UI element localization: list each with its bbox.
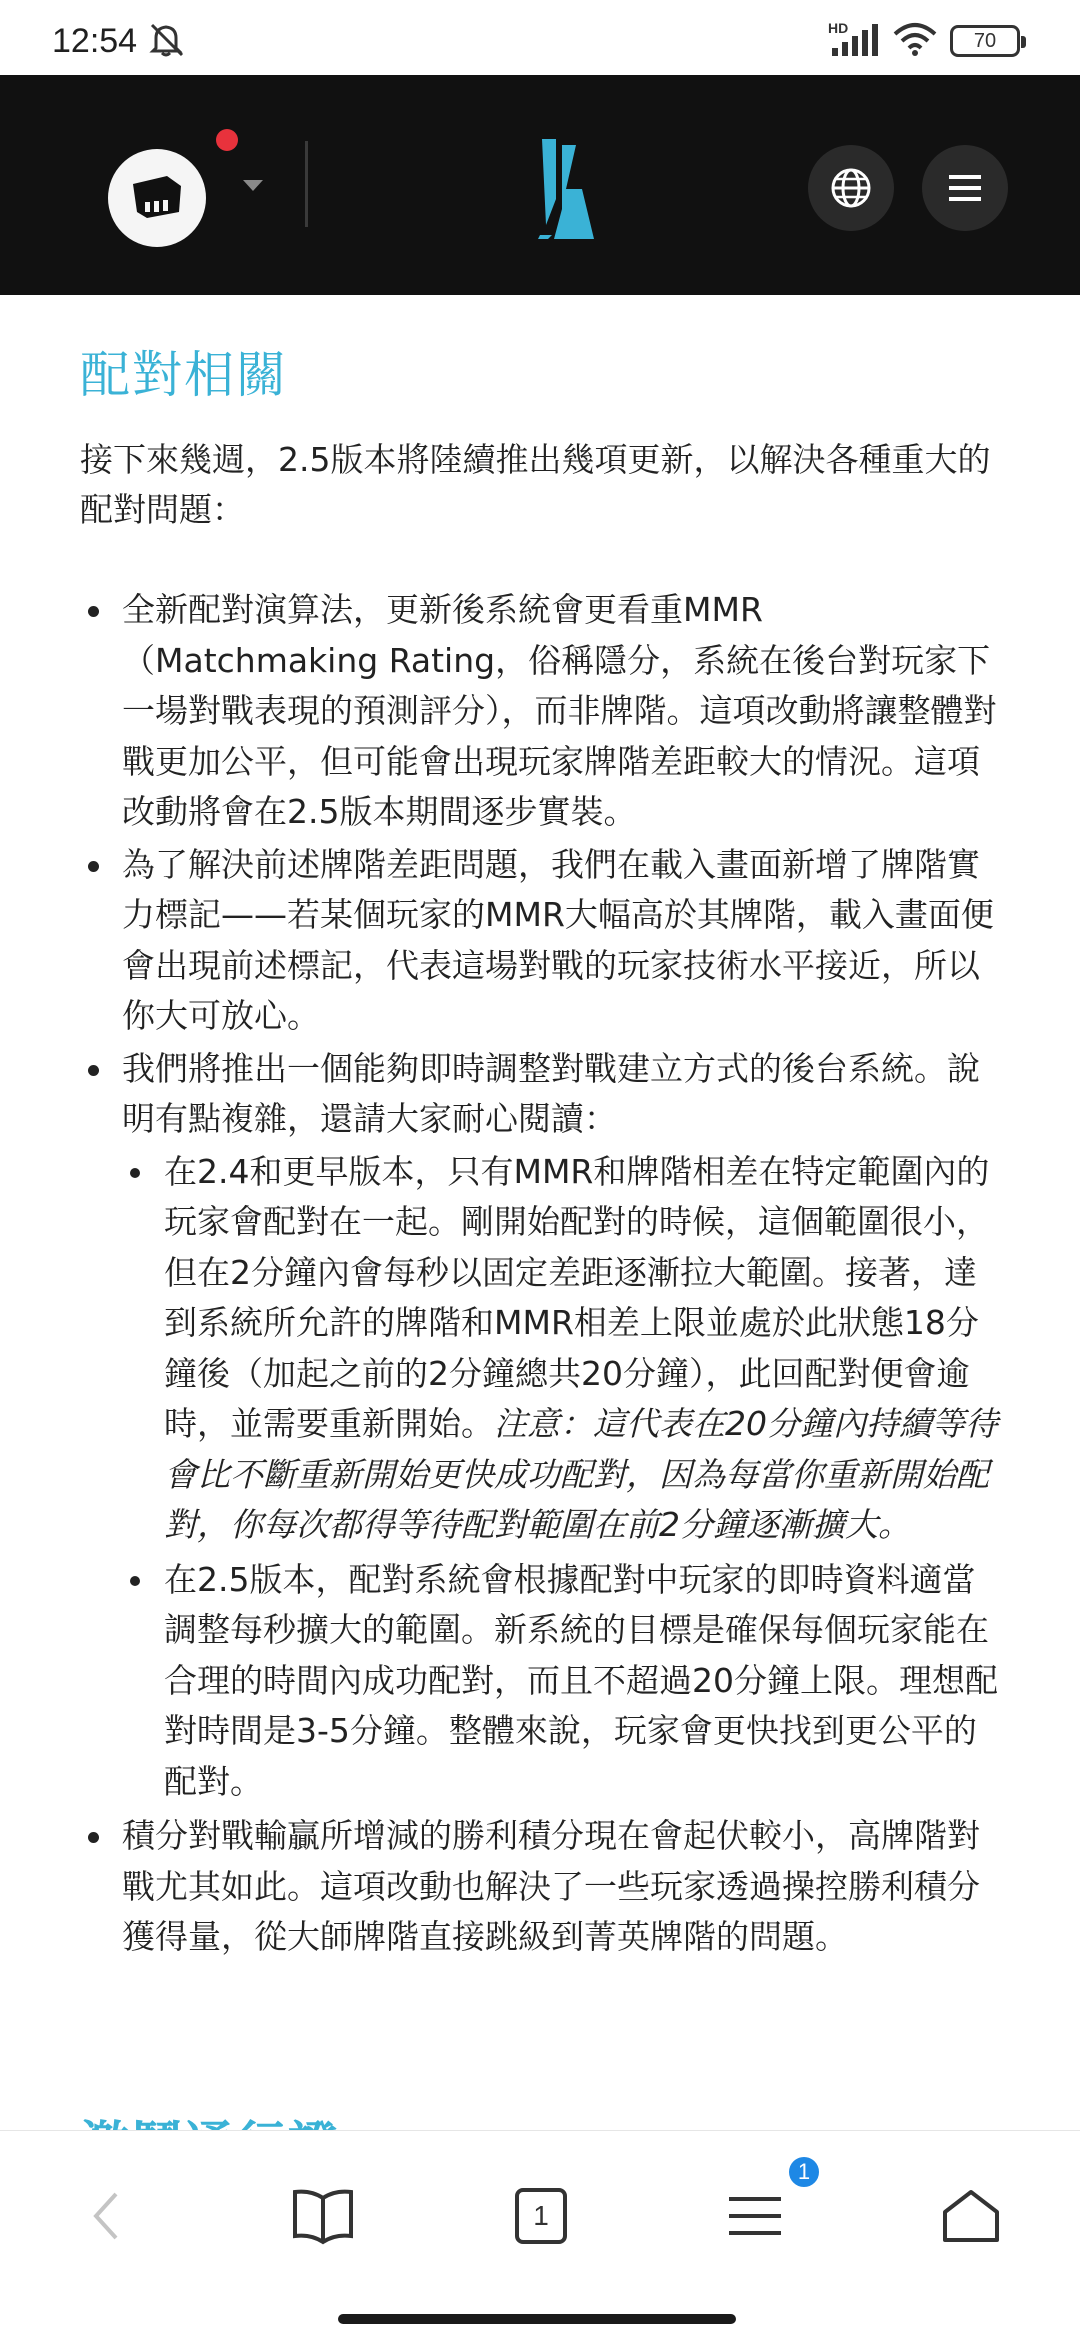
sub-list-item: [122, 1555, 1000, 1808]
browser-menu-button[interactable]: [710, 2171, 800, 2261]
notification-dot: [216, 129, 238, 151]
chevron-down-icon[interactable]: [242, 179, 264, 193]
menu-button[interactable]: [922, 145, 1008, 231]
home-icon: [941, 2188, 1001, 2244]
fist-icon: [127, 172, 187, 224]
back-button[interactable]: [60, 2171, 150, 2261]
list-item: 為了解決前述牌階差距問題，我們在載入畫面新增了牌階實力標記——若某個玩家的MMR大幅高於其牌階，載入畫面便會出現前述標記，代表這場對戰的玩家技術水平接近，所以你大可放心。: [80, 840, 1000, 1042]
book-icon: [291, 2188, 355, 2244]
browser-bottom-bar: [0, 2130, 1080, 2340]
note-text: 注意：這代表在20分鐘內持續等待會比不斷重新開始更快成功配對，因為每當你重新開始配對，你每次都得等待配對範圍在前2分鐘逐漸擴大。: [164, 1404, 998, 1544]
update-list: [80, 585, 1000, 1965]
site-header: [0, 75, 1080, 295]
list-item: 積分對戰輸贏所增減的勝利積分現在會起伏較小，高牌階對戰尤其如此。這項改動也解決了一些玩家透過操控勝利積分獲得量，從大師牌階直接跳級到菁英牌階的問題。: [80, 1811, 1000, 1963]
sub-list-item: [122, 1147, 1000, 1551]
battery-indicator: 70: [950, 25, 1020, 57]
bookmarks-button[interactable]: [278, 2171, 368, 2261]
list-item: [80, 1044, 1000, 1808]
menu-badge: 1: [786, 2154, 822, 2190]
sub-list-item-text: 在2.5版本，配對系統會根據配對中玩家的即時資料適當調整每秒擴大的範圍。新系統的目標是確保每個玩家能在合理的時間內成功配對，而且不超過20分鐘上限。理想配對時間是3-5分鐘。整體來說，玩家會更快找到更公平的配對。: [164, 1559, 998, 1801]
globe-icon: [830, 167, 872, 209]
wifi-icon: [892, 22, 938, 60]
legends-of-runeterra-logo[interactable]: [532, 139, 598, 239]
list-item-text: 我們將推出一個能夠即時調整對戰建立方式的後台系統。說明有點複雜，還請大家耐心閱讀：: [122, 1048, 980, 1138]
header-divider: [305, 141, 308, 227]
list-item: 全新配對演算法，更新後系統會更看重MMR（Matchmaking Rating，俗稱隱分，系統在後台對玩家下一場對戰表現的預測評分），而非牌階。這項改動將讓整體對戰更加公平，但可能會出現玩家牌階差距較大的情況。這項改動將會在2.5版本期間逐步實裝。: [80, 585, 1000, 838]
section-title: 配對相關: [80, 346, 288, 404]
riot-logo[interactable]: [108, 149, 206, 247]
sub-list: [122, 1147, 1000, 1808]
intro-paragraph: 接下來幾週，2.5版本將陸續推出幾項更新，以解決各種重大的配對問題：: [80, 440, 991, 529]
sub-list-item-text: 在2.4和更早版本，只有MMR和牌階相差在特定範圍內的玩家會配對在一起。剛開始配對的時候，這個範圍很小，但在2分鐘內會每秒以固定差距逐漸拉大範圍。接著，達到系統所允許的牌階和MMR相差上限並處於此狀態18分鐘後（加起之前的2分鐘總共20分鐘），此回配對便會逾時，並需要重新開始。: [164, 1151, 990, 1443]
hamburger-icon: [947, 172, 983, 204]
article-content: [0, 295, 1080, 2130]
tab-count: 1: [515, 2188, 567, 2244]
hamburger-icon: [725, 2193, 785, 2239]
language-button[interactable]: [808, 145, 894, 231]
home-button[interactable]: [926, 2171, 1016, 2261]
signal-icon: [828, 20, 880, 58]
do-not-disturb-icon: [146, 22, 190, 62]
home-indicator[interactable]: [338, 2314, 736, 2324]
network-label: HD: [828, 20, 849, 36]
status-bar: [0, 0, 1080, 75]
tabs-button[interactable]: [496, 2171, 586, 2261]
chevron-left-icon: [90, 2191, 120, 2241]
status-time: 12:54: [52, 22, 138, 60]
